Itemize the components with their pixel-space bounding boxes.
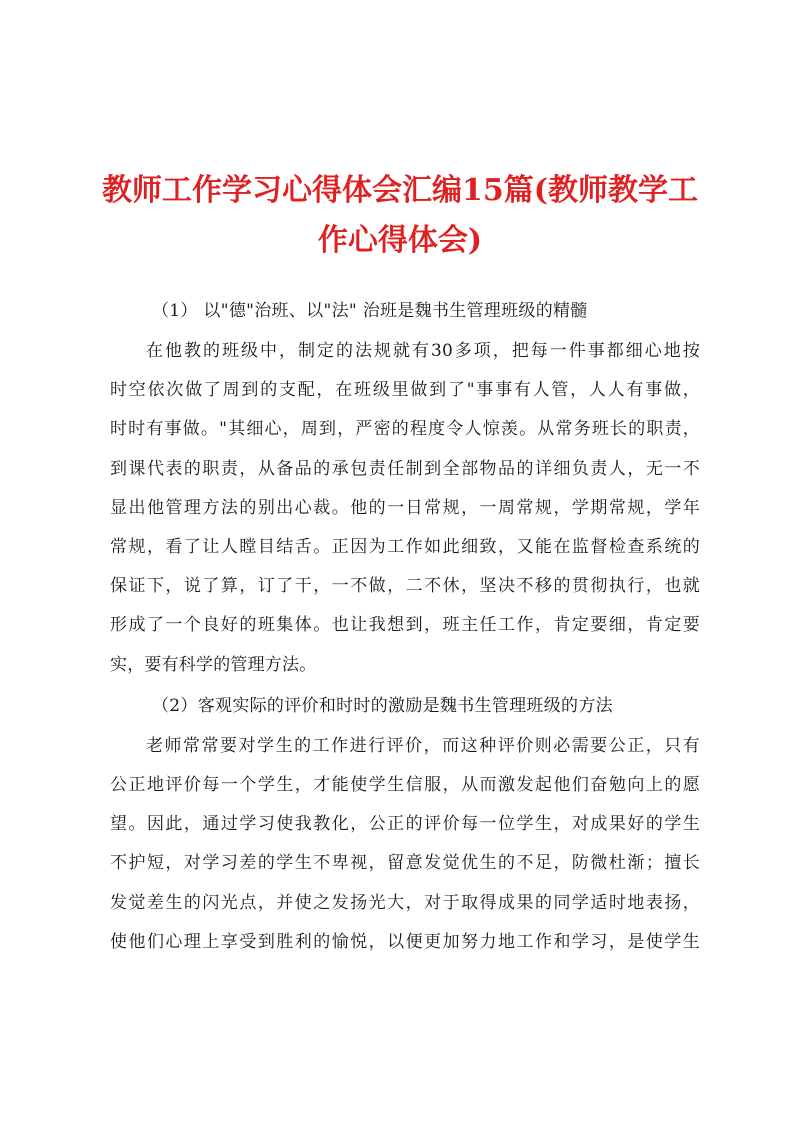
document-title: [100, 166, 700, 266]
section-heading-1: （1） 以"德"治班、以"法" 治班是魏书生管理班级的精髓: [152, 301, 588, 321]
title-line-2: 作心得体会): [317, 223, 483, 258]
paragraph-line: 保证下，说了算，订了干，一不做，二不休，坚决不移的贯彻执行，也就: [110, 576, 700, 597]
paragraph-line: 在他教的班级中，制定的法规就有30多项，把每一件事都细心地按: [146, 341, 700, 361]
paragraph-line: 常规，看了让人瞠目结舌。正因为工作如此细致，又能在监督检查系统的: [110, 537, 700, 558]
paragraph-line: 显出他管理方法的别出心裁。他的一日常规，一周常规，学期常规，学年: [110, 497, 700, 518]
paragraph-line: 公正地评价每一个学生，才能使学生信服，从而激发起他们奋勉向上的愿: [110, 775, 700, 796]
section-heading-2: （2）客观实际的评价和时时的激励是魏书生管理班级的方法: [152, 695, 613, 716]
paragraph-line: 时时有事做。"其细心，周到，严密的程度令人惊羡。从常务班长的职责，: [110, 419, 700, 440]
paragraph-line: 老师常常要对学生的工作进行评价，而这种评价则必需要公正，只有: [146, 735, 700, 756]
document-body: [110, 290, 700, 962]
paragraph-line: 发觉差生的闪光点，并使之发扬光大，对于取得成果的同学适时地表扬，: [110, 892, 700, 913]
paragraph-line: 时空依次做了周到的支配，在班级里做到了"事事有人管，人人有事做，: [110, 380, 700, 401]
section-paragraph-2: [110, 727, 700, 962]
paragraph-line: 使他们心理上享受到胜利的愉悦，以便更加努力地工作和学习，是使学生: [110, 931, 700, 952]
paragraph-line: 到课代表的职责，从备品的承包责任制到全部物品的详细负责人，无一不: [110, 458, 700, 479]
title-line-1: 教师工作学习心得体会汇编15篇(教师教学工: [102, 173, 698, 208]
section-paragraph-1: [110, 332, 700, 685]
paragraph-line: 形成了一个良好的班集体。也让我想到，班主任工作，肯定要细，肯定要: [110, 615, 700, 636]
paragraph-line: 实，要有科学的管理方法。: [110, 654, 317, 675]
paragraph-line: 望。因此，通过学习使我教化，公正的评价每一位学生，对成果好的学生: [110, 814, 700, 835]
paragraph-line: 不护短，对学习差的学生不卑视，留意发觉优生的不足，防微杜渐；擅长: [110, 853, 700, 874]
